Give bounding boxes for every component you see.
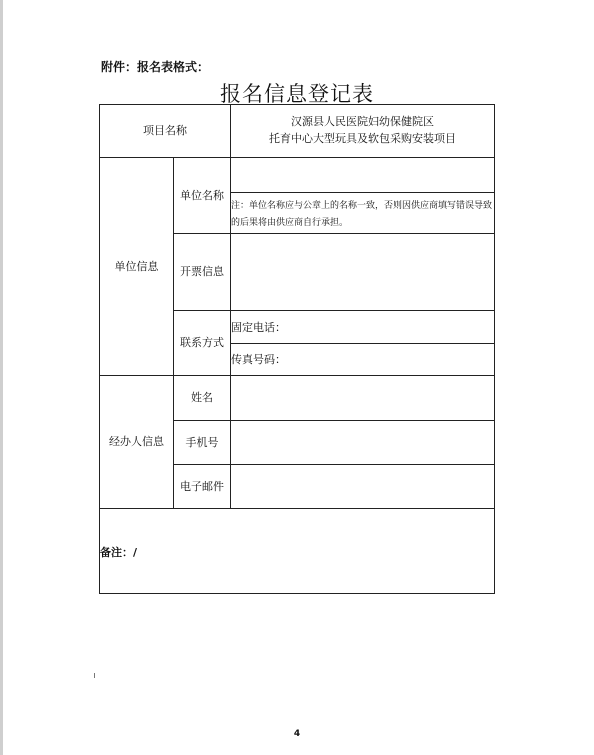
email-input[interactable] bbox=[231, 465, 494, 508]
invoice-info-label: 开票信息 bbox=[180, 265, 224, 278]
page-number: 4 bbox=[293, 729, 301, 739]
form-title: 报名信息登记表 bbox=[220, 82, 374, 106]
unit-name-note: 注：单位名称应与公章上的名称一致，否则因供应商填写错误导致的后果将由供应商自行承担。 bbox=[231, 201, 493, 228]
project-name-value-line1: 汉源县人民医院妇幼保健院区 bbox=[291, 115, 434, 128]
project-name-label: 项目名称 bbox=[143, 124, 187, 137]
unit-info-label: 单位信息 bbox=[114, 259, 159, 273]
attachment-label: 附件：报名表格式： bbox=[101, 60, 210, 74]
agent-name-label: 姓名 bbox=[191, 391, 213, 404]
unit-name-input[interactable] bbox=[231, 158, 494, 192]
project-name-value-line2: 托育中心大型玩具及软包采购安装项目 bbox=[269, 132, 456, 145]
fax-label: 传真号码： bbox=[231, 353, 286, 366]
invoice-info-input[interactable] bbox=[231, 234, 494, 310]
contact-method-label: 联系方式 bbox=[180, 336, 224, 349]
fixed-phone-label: 固定电话： bbox=[231, 321, 286, 334]
remark-label: 备注：/ bbox=[100, 546, 138, 559]
email-label: 电子邮件 bbox=[180, 479, 224, 493]
mobile-label: 手机号 bbox=[185, 435, 219, 449]
unit-name-label: 单位名称 bbox=[180, 188, 224, 202]
scan-mark bbox=[94, 673, 95, 678]
agent-name-input[interactable] bbox=[231, 376, 494, 420]
mobile-input[interactable] bbox=[231, 421, 494, 464]
agent-info-label: 经办人信息 bbox=[109, 435, 164, 448]
